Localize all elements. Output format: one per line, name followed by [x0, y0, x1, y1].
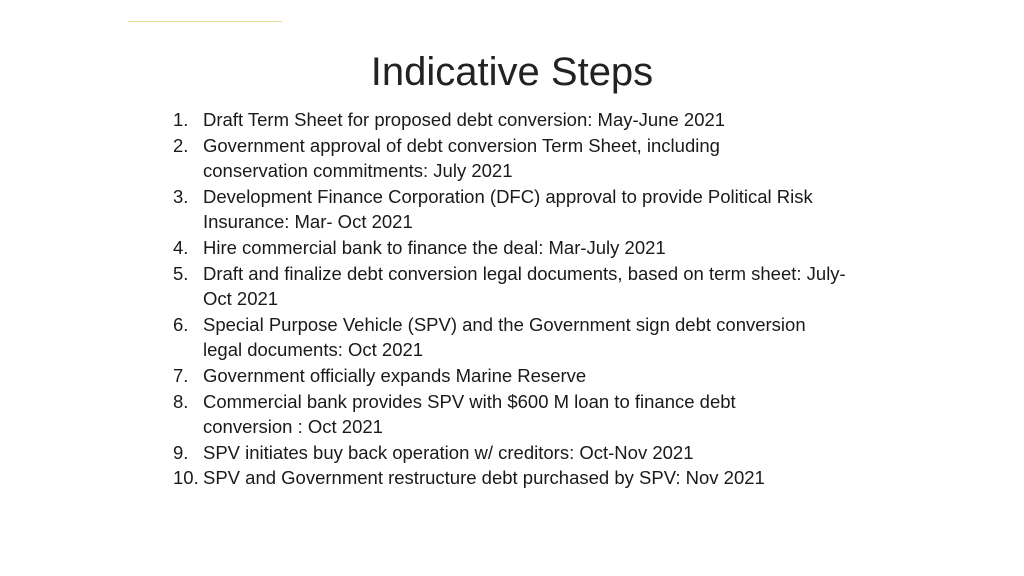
step-item	[173, 133, 873, 184]
step-item	[173, 235, 873, 261]
step-text: Government officially expands Marine Reserve	[203, 364, 587, 386]
step-text: Draft Term Sheet for proposed debt conversion: May-June 2021	[203, 109, 726, 130]
step-number: 7.	[173, 364, 189, 386]
step-number: 1.	[173, 109, 189, 130]
step-text: Government approval of debt conversion Term Sheet, including conservation commitments: July 2021	[203, 134, 720, 182]
steps-list	[173, 107, 873, 491]
step-text: Development Finance Corporation (DFC) approval to provide Political Risk Insurance: Mar- Oct 2021	[203, 185, 813, 233]
step-number: 4.	[173, 236, 189, 258]
step-item	[173, 184, 873, 235]
step-number: 10.	[173, 467, 199, 489]
accent-line	[128, 21, 282, 22]
step-item	[173, 440, 873, 466]
step-item	[173, 363, 873, 389]
step-number: 2.	[173, 134, 189, 156]
step-number: 8.	[173, 390, 189, 412]
step-item	[173, 465, 873, 491]
step-text: Hire commercial bank to finance the deal: Mar-July 2021	[203, 236, 666, 258]
step-number: 5.	[173, 262, 189, 284]
slide-title: Indicative Steps	[370, 50, 654, 94]
step-text: Special Purpose Vehicle (SPV) and the Government sign debt conversion legal documents: Oct 2021	[203, 313, 806, 361]
step-number: 6.	[173, 313, 189, 335]
step-text: SPV and Government restructure debt purchased by SPV: Nov 2021	[203, 467, 765, 489]
step-item	[173, 107, 873, 133]
step-item	[173, 312, 873, 363]
step-number: 3.	[173, 185, 189, 207]
step-text: Draft and finalize debt conversion legal documents, based on term sheet: July-Oct 2021	[203, 262, 846, 310]
step-item	[173, 389, 873, 440]
step-text: Commercial bank provides SPV with $600 M loan to finance debt conversion : Oct 2021	[203, 390, 736, 438]
step-text: SPV initiates buy back operation w/ creditors: Oct-Nov 2021	[203, 441, 694, 463]
step-item	[173, 261, 873, 312]
step-number: 9.	[173, 441, 189, 463]
